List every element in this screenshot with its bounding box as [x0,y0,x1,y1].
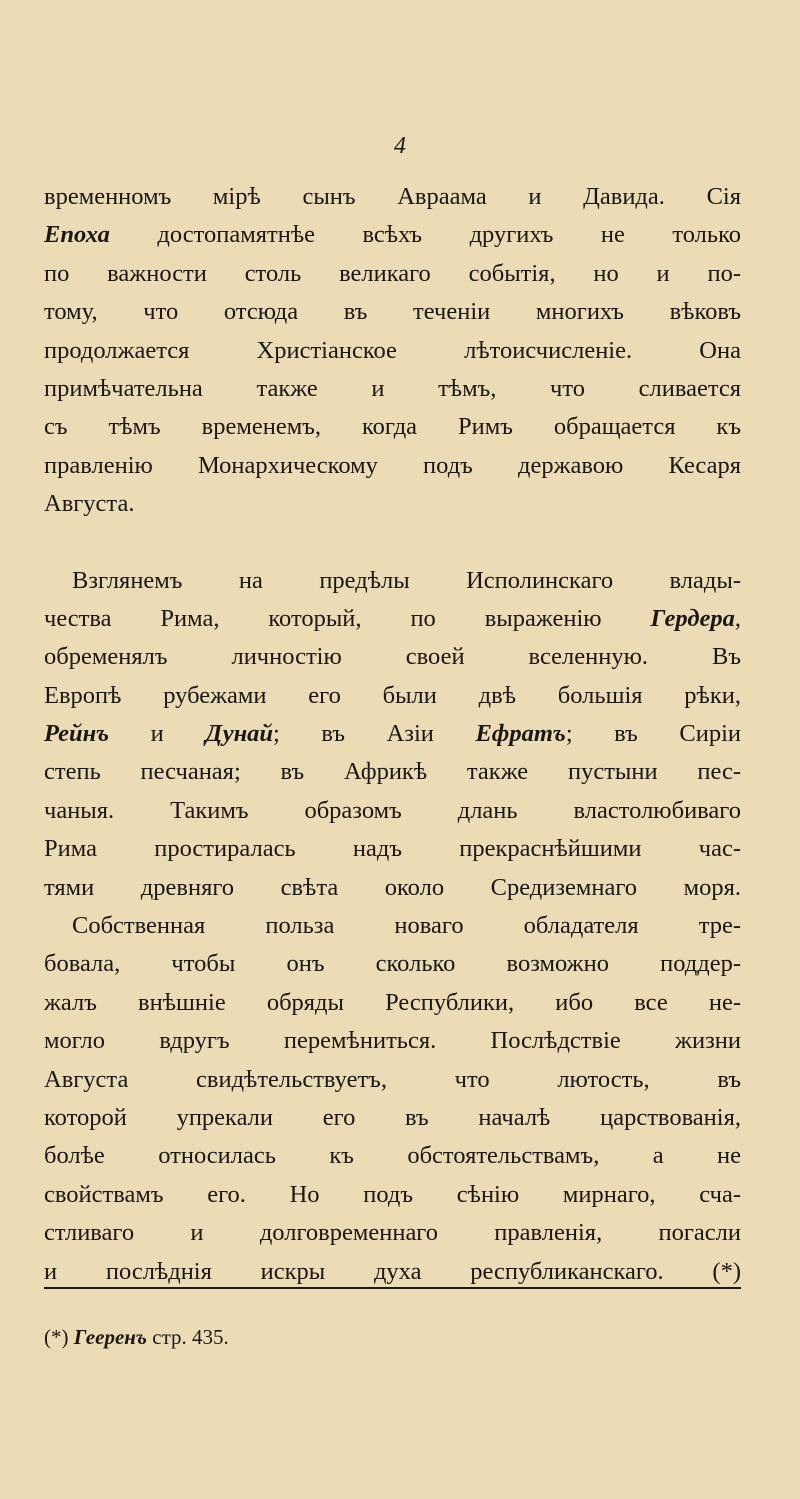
text-line: Собственная польза новаго обладателя тре- [72,912,741,940]
text-line: бовала, чтобы онъ сколько возможно поддер- [44,950,741,978]
text-line: Европѣ рубежами его были двѣ большія рѣки, [44,681,741,709]
text-fragment: ; въ Азіи [273,720,476,748]
text-fragment: , [734,604,741,632]
text-line: обременялъ личностію своей вселенную. Въ [44,643,741,671]
text-fragment: достопамятнѣе всѣхъ другихъ не только [109,221,741,249]
text-line: тями древняго свѣта около Средиземнаго моря. [44,873,741,901]
text-line: жалъ внѣшніе обряды Республики, ибо все не- [44,988,741,1016]
italic-term: Гердера [650,604,735,632]
text-line: по важности столь великаго событія, но и по- [44,259,741,287]
text-line: Августа свидѣтельствуетъ, что лютость, въ [44,1065,741,1093]
text-line: болѣе относилась къ обстоятельствамъ, а не [44,1142,741,1170]
text-line: Взглянемъ на предѣлы Исполинскаго влады- [72,566,741,594]
text-line: примѣчательна также и тѣмъ, что сливается [44,374,741,402]
footnote-author: Гееренъ [73,1325,147,1349]
text-fragment: и [109,720,206,748]
italic-term: Рейнъ [44,720,110,748]
text-line: свойствамъ его. Но подъ сѣнію мирнаго, сча- [44,1180,741,1208]
text-line: чаныя. Такимъ образомъ длань властолюбиваго [44,796,741,824]
footnote-rule [44,1287,741,1289]
text-line: и послѣднія искры духа республиканскаго. (*) [44,1257,741,1285]
text-line: временномъ мірѣ сынъ Авраама и Давида. Сія [44,183,741,210]
footnote-marker: (*) [44,1325,69,1349]
text-line: Рима простиралась надъ прекраснѣйшими час- [44,835,741,863]
text-line: съ тѣмъ временемъ, когда Римъ обращается къ [44,413,741,441]
text-line: стливаго и долговременнаго правленія, погасли [44,1219,741,1247]
paragraph-gap [44,524,741,562]
text-line: правленію Монархическому подъ державою Кесаря [44,451,741,479]
text-line: которой упрекали его въ началѣ царствованія, [44,1103,741,1131]
text-line: степь песчаная; въ Африкѣ также пустыни пес- [44,758,741,786]
text-fragment: чества Рима, который, по выраженію [44,604,651,632]
italic-term: Ефратъ [475,720,566,748]
footnote [44,1325,229,1350]
body-text [44,178,741,1291]
text-line [44,216,741,254]
footnote-reference: стр. 435. [152,1325,229,1349]
text-line: могло вдругъ перемѣниться. Послѣдствіе жизни [44,1027,741,1055]
text-line [44,715,741,753]
text-line: Августа. [44,490,135,518]
page-number: 4 [394,133,406,159]
text-line: продолжается Христіанское лѣтоисчисленіе. Она [44,336,741,364]
text-line: тому, что отсюда въ теченіи многихъ вѣковъ [44,298,741,326]
italic-term: Дунай [205,720,274,748]
italic-term: Епоха [44,221,110,249]
text-fragment: ; въ Сиріи [565,720,741,748]
text-line [44,600,741,638]
